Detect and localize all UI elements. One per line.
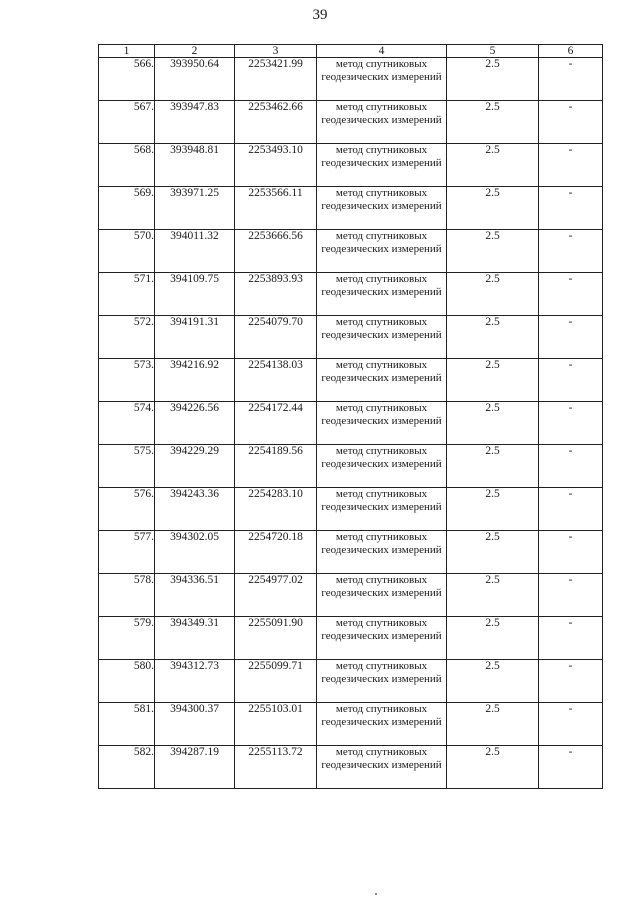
x-coordinate-cell: 394336.51 (155, 574, 235, 617)
accuracy-cell: 2.5 (447, 187, 539, 230)
point-number-cell: 578. (99, 574, 155, 617)
note-cell: - (539, 359, 603, 402)
method-cell: метод спутниковых геодезических измерений (317, 574, 447, 617)
x-coordinate-cell: 393950.64 (155, 58, 235, 101)
method-cell: метод спутниковых геодезических измерений (317, 187, 447, 230)
accuracy-cell: 2.5 (447, 531, 539, 574)
column-header: 2 (155, 45, 235, 58)
table-row (99, 488, 603, 531)
table-header-row (99, 45, 603, 58)
x-coordinate-cell: 394287.19 (155, 746, 235, 789)
x-coordinate-cell: 393971.25 (155, 187, 235, 230)
note-cell: - (539, 488, 603, 531)
x-coordinate-cell: 394300.37 (155, 703, 235, 746)
note-cell: - (539, 574, 603, 617)
y-coordinate-cell: 2253893.93 (235, 273, 317, 316)
accuracy-cell: 2.5 (447, 574, 539, 617)
point-number-cell: 577. (99, 531, 155, 574)
point-number-cell: 579. (99, 617, 155, 660)
x-coordinate-cell: 394011.32 (155, 230, 235, 273)
point-number-cell: 570. (99, 230, 155, 273)
table-row (99, 617, 603, 660)
table-row (99, 273, 603, 316)
note-cell: - (539, 58, 603, 101)
method-cell: метод спутниковых геодезических измерений (317, 101, 447, 144)
note-cell: - (539, 187, 603, 230)
accuracy-cell: 2.5 (447, 230, 539, 273)
method-cell: метод спутниковых геодезических измерений (317, 746, 447, 789)
accuracy-cell: 2.5 (447, 58, 539, 101)
x-coordinate-cell: 393948.81 (155, 144, 235, 187)
accuracy-cell: 2.5 (447, 703, 539, 746)
method-cell: метод спутниковых геодезических измерений (317, 58, 447, 101)
y-coordinate-cell: 2253666.56 (235, 230, 317, 273)
y-coordinate-cell: 2254720.18 (235, 531, 317, 574)
accuracy-cell: 2.5 (447, 101, 539, 144)
y-coordinate-cell: 2254283.10 (235, 488, 317, 531)
note-cell: - (539, 660, 603, 703)
note-cell: - (539, 402, 603, 445)
method-cell: метод спутниковых геодезических измерений (317, 617, 447, 660)
accuracy-cell: 2.5 (447, 144, 539, 187)
coordinates-table (98, 44, 603, 789)
column-header: 5 (447, 45, 539, 58)
accuracy-cell: 2.5 (447, 402, 539, 445)
table-row (99, 359, 603, 402)
note-cell: - (539, 531, 603, 574)
method-cell: метод спутниковых геодезических измерений (317, 488, 447, 531)
note-cell: - (539, 445, 603, 488)
note-cell: - (539, 316, 603, 359)
point-number-cell: 568. (99, 144, 155, 187)
note-cell: - (539, 746, 603, 789)
y-coordinate-cell: 2254189.56 (235, 445, 317, 488)
method-cell: метод спутниковых геодезических измерений (317, 660, 447, 703)
point-number-cell: 575. (99, 445, 155, 488)
table-row (99, 402, 603, 445)
point-number-cell: 581. (99, 703, 155, 746)
y-coordinate-cell: 2254079.70 (235, 316, 317, 359)
table-row (99, 660, 603, 703)
table-row (99, 316, 603, 359)
x-coordinate-cell: 394312.73 (155, 660, 235, 703)
y-coordinate-cell: 2254172.44 (235, 402, 317, 445)
note-cell: - (539, 617, 603, 660)
method-cell: метод спутниковых геодезических измерений (317, 703, 447, 746)
x-coordinate-cell: 394191.31 (155, 316, 235, 359)
column-header: 1 (99, 45, 155, 58)
method-cell: метод спутниковых геодезических измерений (317, 359, 447, 402)
y-coordinate-cell: 2254977.02 (235, 574, 317, 617)
table-row (99, 574, 603, 617)
table-row (99, 703, 603, 746)
y-coordinate-cell: 2255113.72 (235, 746, 317, 789)
accuracy-cell: 2.5 (447, 316, 539, 359)
accuracy-cell: 2.5 (447, 273, 539, 316)
y-coordinate-cell: 2255091.90 (235, 617, 317, 660)
x-coordinate-cell: 394349.31 (155, 617, 235, 660)
accuracy-cell: 2.5 (447, 445, 539, 488)
accuracy-cell: 2.5 (447, 660, 539, 703)
note-cell: - (539, 144, 603, 187)
point-number-cell: 567. (99, 101, 155, 144)
y-coordinate-cell: 2255103.01 (235, 703, 317, 746)
accuracy-cell: 2.5 (447, 488, 539, 531)
method-cell: метод спутниковых геодезических измерений (317, 402, 447, 445)
table-row (99, 746, 603, 789)
point-number-cell: 569. (99, 187, 155, 230)
x-coordinate-cell: 394243.36 (155, 488, 235, 531)
table-row (99, 58, 603, 101)
scan-speck (375, 893, 377, 895)
page-number: 39 (312, 7, 328, 23)
point-number-cell: 566. (99, 58, 155, 101)
note-cell: - (539, 230, 603, 273)
point-number-cell: 571. (99, 273, 155, 316)
table-body (99, 58, 603, 789)
point-number-cell: 582. (99, 746, 155, 789)
y-coordinate-cell: 2253566.11 (235, 187, 317, 230)
table-row (99, 445, 603, 488)
method-cell: метод спутниковых геодезических измерений (317, 316, 447, 359)
method-cell: метод спутниковых геодезических измерений (317, 144, 447, 187)
note-cell: - (539, 703, 603, 746)
note-cell: - (539, 273, 603, 316)
x-coordinate-cell: 394216.92 (155, 359, 235, 402)
y-coordinate-cell: 2253493.10 (235, 144, 317, 187)
x-coordinate-cell: 394226.56 (155, 402, 235, 445)
point-number-cell: 572. (99, 316, 155, 359)
table-row (99, 144, 603, 187)
accuracy-cell: 2.5 (447, 359, 539, 402)
accuracy-cell: 2.5 (447, 617, 539, 660)
method-cell: метод спутниковых геодезических измерений (317, 445, 447, 488)
accuracy-cell: 2.5 (447, 746, 539, 789)
x-coordinate-cell: 394109.75 (155, 273, 235, 316)
column-header: 3 (235, 45, 317, 58)
point-number-cell: 580. (99, 660, 155, 703)
x-coordinate-cell: 394229.29 (155, 445, 235, 488)
method-cell: метод спутниковых геодезических измерений (317, 531, 447, 574)
point-number-cell: 576. (99, 488, 155, 531)
x-coordinate-cell: 393947.83 (155, 101, 235, 144)
table-row (99, 531, 603, 574)
y-coordinate-cell: 2253421.99 (235, 58, 317, 101)
method-cell: метод спутниковых геодезических измерений (317, 230, 447, 273)
column-header: 4 (317, 45, 447, 58)
table-row (99, 230, 603, 273)
note-cell: - (539, 101, 603, 144)
point-number-cell: 574. (99, 402, 155, 445)
x-coordinate-cell: 394302.05 (155, 531, 235, 574)
y-coordinate-cell: 2253462.66 (235, 101, 317, 144)
y-coordinate-cell: 2255099.71 (235, 660, 317, 703)
table-row (99, 187, 603, 230)
table-row (99, 101, 603, 144)
column-header: 6 (539, 45, 603, 58)
point-number-cell: 573. (99, 359, 155, 402)
y-coordinate-cell: 2254138.03 (235, 359, 317, 402)
method-cell: метод спутниковых геодезических измерений (317, 273, 447, 316)
